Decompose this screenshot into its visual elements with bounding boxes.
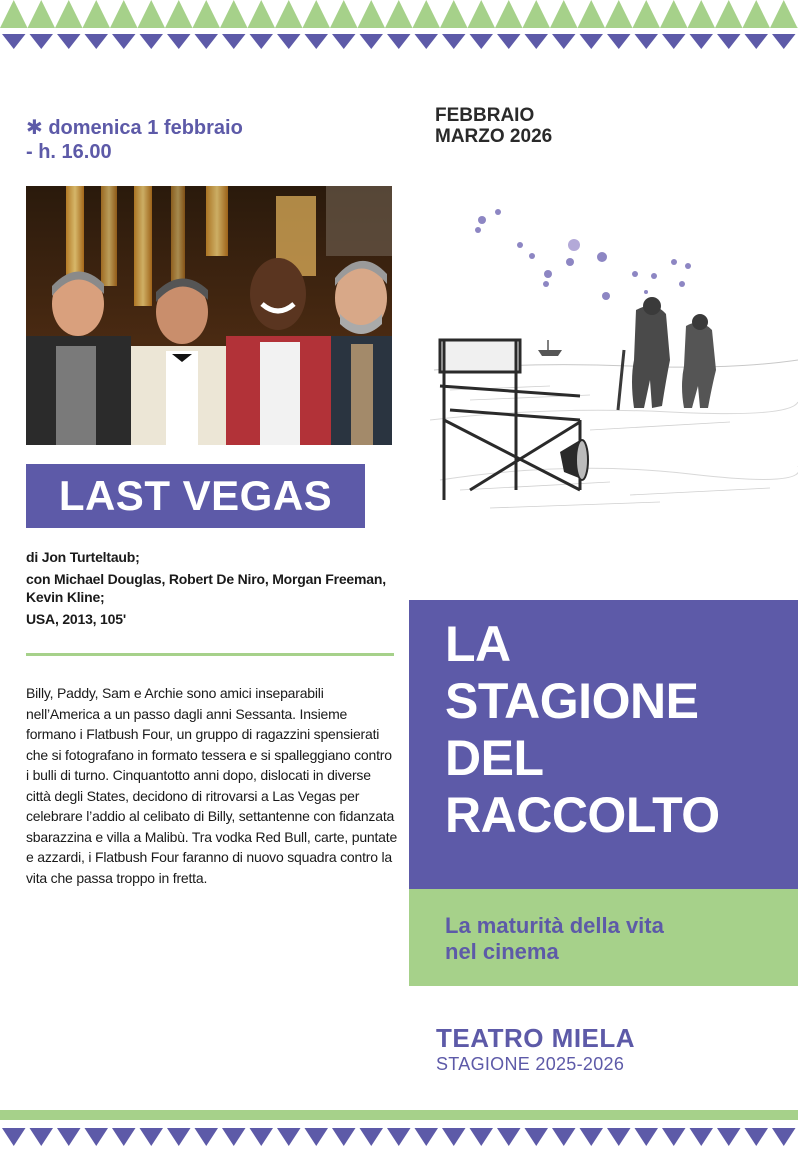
- event-time: - h. 16.00: [26, 141, 112, 163]
- bunting-green-triangle: [55, 0, 83, 28]
- bunting-green-triangle: [330, 0, 358, 28]
- bunting-green-triangle: [165, 0, 193, 28]
- bunting-green-triangle: [770, 0, 798, 28]
- bunting-purple-triangle: [140, 34, 164, 49]
- theatre-block: [436, 1023, 766, 1075]
- bunting-purple-triangle: [717, 1128, 741, 1146]
- bunting-purple-triangle: [717, 34, 741, 49]
- bunting-purple-triangle: [607, 1128, 631, 1146]
- bunting-purple-triangle: [745, 34, 769, 49]
- bunting-purple-triangle: [195, 34, 219, 49]
- bunting-purple-triangle: [277, 1128, 301, 1146]
- bunting-purple-triangle: [195, 1128, 219, 1146]
- bunting-green-triangle: [83, 0, 111, 28]
- bunting-purple-triangle: [250, 34, 274, 49]
- divider-line: [26, 653, 394, 656]
- series-subtitle-line: La maturità della vita: [445, 913, 664, 938]
- bunting-green-triangle: [440, 0, 468, 28]
- film-credits: [26, 548, 396, 632]
- bunting-purple-triangle: [387, 1128, 411, 1146]
- bunting-purple-triangle: [525, 34, 549, 49]
- series-title-line: RACCOLTO: [445, 787, 720, 843]
- bunting-green-triangle: [220, 0, 248, 28]
- bunting-green-triangle: [633, 0, 661, 28]
- bunting-purple-triangle: [305, 34, 329, 49]
- bunting-purple-triangle: [57, 34, 81, 49]
- film-cast: con Michael Douglas, Robert De Niro, Morgan Freeman, Kevin Kline;: [26, 571, 386, 605]
- bunting-purple-triangle: [2, 1128, 26, 1146]
- bottom-bunting-border: [0, 1110, 798, 1153]
- bunting-purple-triangle: [525, 1128, 549, 1146]
- bunting-purple-triangle: [332, 1128, 356, 1146]
- bunting-green-triangle: [715, 0, 743, 28]
- bunting-purple-triangle: [57, 1128, 81, 1146]
- bunting-green-band: [0, 1110, 798, 1120]
- series-title-line: LA: [445, 616, 511, 672]
- bunting-green-triangle: [605, 0, 633, 28]
- top-bunting-border: [0, 0, 798, 52]
- bunting-purple-triangle: [662, 1128, 686, 1146]
- series-subtitle-panel: [409, 889, 798, 986]
- bunting-purple-triangle: [415, 1128, 439, 1146]
- bunting-green-triangle: [28, 0, 56, 28]
- bunting-green-triangle: [523, 0, 551, 28]
- bunting-green-triangle: [138, 0, 166, 28]
- film-info: USA, 2013, 105': [26, 611, 126, 627]
- bunting-purple-triangle: [580, 34, 604, 49]
- bunting-green-triangle: [358, 0, 386, 28]
- bunting-purple-triangle: [2, 34, 26, 49]
- bunting-purple-triangle: [167, 1128, 191, 1146]
- bunting-purple-triangle: [635, 34, 659, 49]
- bunting-green-triangle: [0, 0, 28, 28]
- bunting-purple-triangle: [690, 1128, 714, 1146]
- event-date-time: [26, 116, 326, 164]
- film-title: LAST VEGAS: [26, 464, 365, 528]
- series-title-panel: [409, 600, 798, 889]
- bunting-green-triangle: [578, 0, 606, 28]
- bunting-purple-triangle: [305, 1128, 329, 1146]
- bunting-purple-triangle: [442, 1128, 466, 1146]
- bunting-purple-triangle: [497, 34, 521, 49]
- series-title-line: STAGIONE: [445, 673, 699, 729]
- bunting-purple-triangle: [167, 34, 191, 49]
- bunting-purple-triangle: [250, 1128, 274, 1146]
- bunting-purple-triangle: [772, 1128, 796, 1146]
- bunting-purple-triangle: [690, 34, 714, 49]
- period-month-2: MARZO 2026: [435, 126, 553, 147]
- bunting-green-triangle: [743, 0, 771, 28]
- bunting-purple-triangle: [772, 34, 796, 49]
- bunting-green-triangle: [248, 0, 276, 28]
- bunting-purple-triangle: [30, 34, 54, 49]
- bunting-purple-triangle: [552, 1128, 576, 1146]
- bunting-purple-triangle: [332, 34, 356, 49]
- bunting-purple-triangle: [470, 34, 494, 49]
- film-synopsis: Billy, Paddy, Sam e Archie sono amici inseparabili nell’America a un passo dagli anni Sessanta. Insieme formano i Flatbush Four, un gruppo di ragazzini spensierati che si fotografano in formato tessera e si spalleggiano contro i bulli di turno. Cinquantotto anni dopo, dislocati in diverse città degli States, decidono di ritrovarsi a Las Vegas per celebrare l’addio al celibato di Billy, settantenne con fidanzata sbarazzina e villa a Malibù. Tra vodka Red Bull, carte, puntate e azzardi, i Flatbush Four faranno di nuovo squadra contro la vita che passa troppo in fretta.: [26, 685, 398, 886]
- bunting-purple-triangle: [112, 1128, 136, 1146]
- bunting-green-triangle: [110, 0, 138, 28]
- bunting-green-triangle: [385, 0, 413, 28]
- season-period: [435, 105, 552, 147]
- bunting-purple-triangle: [360, 34, 384, 49]
- bunting-purple-triangle: [662, 34, 686, 49]
- series-subtitle-line: nel cinema: [445, 939, 559, 964]
- bunting-purple-triangle: [222, 1128, 246, 1146]
- period-month-1: FEBBRAIO: [435, 105, 535, 126]
- bunting-purple-triangle: [745, 1128, 769, 1146]
- theatre-name: TEATRO MIELA: [436, 1023, 636, 1053]
- bunting-purple-triangle: [607, 34, 631, 49]
- theatre-season: STAGIONE 2025-2026: [436, 1054, 625, 1074]
- bunting-purple-triangle: [552, 34, 576, 49]
- bunting-purple-triangle: [497, 1128, 521, 1146]
- series-title-line: DEL: [445, 730, 544, 786]
- bunting-purple-triangle: [140, 1128, 164, 1146]
- bunting-green-triangle: [303, 0, 331, 28]
- bunting-green-triangle: [468, 0, 496, 28]
- bunting-purple-triangle: [277, 34, 301, 49]
- film-still-photo: [26, 186, 392, 445]
- bunting-purple-triangle: [30, 1128, 54, 1146]
- series-subtitle: [445, 913, 790, 965]
- bunting-green-triangle: [688, 0, 716, 28]
- beach-illustration: [430, 190, 798, 535]
- bunting-purple-triangle: [415, 34, 439, 49]
- bunting-purple-triangle: [470, 1128, 494, 1146]
- bunting-purple-triangle: [85, 1128, 109, 1146]
- series-title: [445, 616, 790, 844]
- bunting-green-triangle: [193, 0, 221, 28]
- bunting-purple-triangle: [112, 34, 136, 49]
- bunting-green-triangle: [550, 0, 578, 28]
- bunting-green-triangle: [275, 0, 303, 28]
- bunting-green-triangle: [413, 0, 441, 28]
- bunting-purple-triangle: [635, 1128, 659, 1146]
- film-director: di Jon Turteltaub;: [26, 549, 140, 565]
- bunting-green-triangle: [495, 0, 523, 28]
- bunting-green-triangle: [660, 0, 688, 28]
- bunting-purple-triangle: [580, 1128, 604, 1146]
- bunting-purple-triangle: [85, 34, 109, 49]
- bunting-purple-triangle: [387, 34, 411, 49]
- bunting-purple-triangle: [222, 34, 246, 49]
- event-date: ✱ domenica 1 febbraio: [26, 117, 243, 139]
- bunting-purple-triangle: [442, 34, 466, 49]
- bunting-purple-triangle: [360, 1128, 384, 1146]
